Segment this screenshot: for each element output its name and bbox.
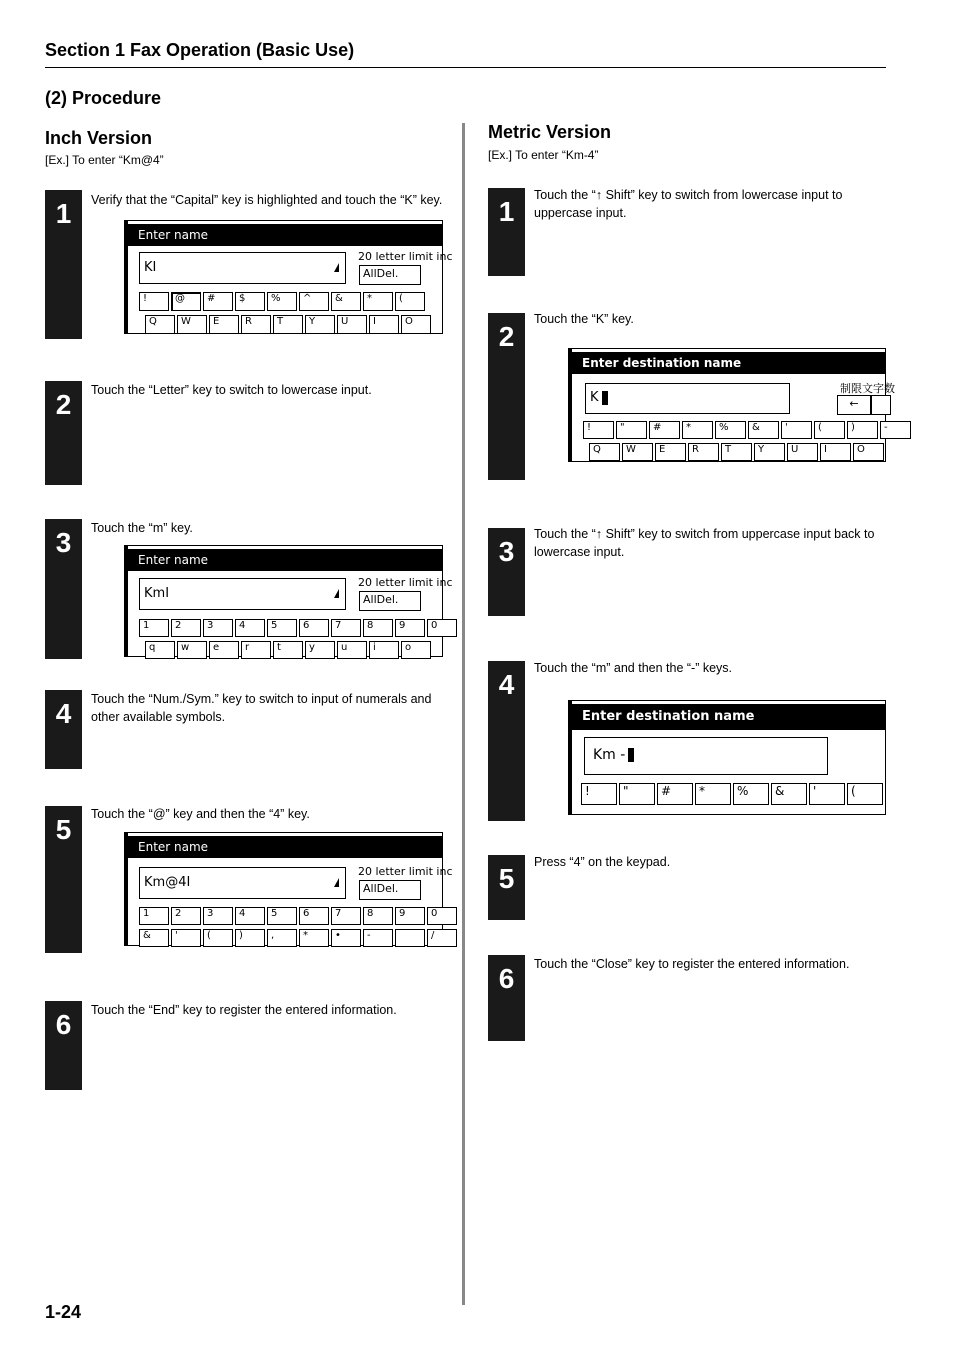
- key[interactable]: $: [235, 292, 265, 311]
- key[interactable]: i: [369, 641, 399, 659]
- key[interactable]: @: [171, 292, 201, 311]
- key-row-2: [139, 929, 457, 947]
- key[interactable]: u: [337, 641, 367, 659]
- key[interactable]: T: [273, 315, 303, 334]
- key[interactable]: Q: [589, 443, 620, 461]
- key[interactable]: (: [203, 929, 233, 947]
- key[interactable]: -: [363, 929, 393, 947]
- key[interactable]: ): [847, 421, 878, 439]
- key[interactable]: ": [619, 783, 655, 805]
- key[interactable]: 9: [395, 619, 425, 637]
- key[interactable]: ': [781, 421, 812, 439]
- screen-title: Enter destination name: [572, 352, 885, 374]
- destination-field[interactable]: K: [585, 383, 790, 414]
- alldel-button[interactable]: AllDel.: [359, 265, 421, 285]
- key[interactable]: *: [363, 292, 393, 311]
- key[interactable]: 3: [203, 619, 233, 637]
- key[interactable]: ,: [267, 929, 297, 947]
- name-field[interactable]: KI: [139, 252, 346, 284]
- key[interactable]: 2: [171, 907, 201, 925]
- backspace-button[interactable]: ←: [837, 395, 871, 415]
- key[interactable]: #: [657, 783, 693, 805]
- metric-step-6-text: Touch the “Close” key to register the entered information.: [534, 957, 850, 971]
- procedure-heading: (2) Procedure: [45, 88, 162, 108]
- key[interactable]: O: [853, 443, 884, 461]
- key[interactable]: U: [787, 443, 818, 461]
- key[interactable]: ": [616, 421, 647, 439]
- inch-step-4-text: Touch the “Num./Sym.” key to switch to input of numerals and other available symbols.: [91, 692, 432, 724]
- key-row-1: [139, 907, 457, 925]
- key[interactable]: 6: [299, 619, 329, 637]
- key-row-1: [139, 292, 425, 311]
- key[interactable]: &: [139, 929, 169, 947]
- key[interactable]: R: [688, 443, 719, 461]
- key[interactable]: %: [267, 292, 297, 311]
- key[interactable]: ': [809, 783, 845, 805]
- key[interactable]: 1: [139, 907, 169, 925]
- limit-label: 20 letter limit inc: [358, 576, 453, 589]
- limit-label: 制限文字数: [840, 382, 895, 395]
- key-row-1: [581, 783, 883, 805]
- key-row-2: [589, 443, 884, 461]
- alldel-button[interactable]: AllDel.: [359, 591, 421, 611]
- key[interactable]: Q: [145, 315, 175, 334]
- page-number: 1-24: [45, 1302, 82, 1322]
- key[interactable]: E: [655, 443, 686, 461]
- key[interactable]: Y: [305, 315, 335, 334]
- key[interactable]: 7: [331, 619, 361, 637]
- key[interactable]: I: [820, 443, 851, 461]
- key[interactable]: 3: [203, 907, 233, 925]
- inch-example: [Ex.] To enter “Km@4”: [45, 153, 164, 167]
- metric-step-1-text: Touch the “↑ Shift” key to switch from lowercase input to uppercase input.: [534, 188, 843, 220]
- name-field[interactable]: KmI: [139, 578, 346, 610]
- metric-step-1-number: 1: [488, 188, 525, 276]
- key[interactable]: w: [177, 641, 207, 659]
- key[interactable]: (: [814, 421, 845, 439]
- key[interactable]: #: [649, 421, 680, 439]
- key[interactable]: 0: [427, 907, 457, 925]
- inch-step-4-number: 4: [45, 690, 82, 769]
- metric-step-5-number: 5: [488, 855, 525, 920]
- key[interactable]: ': [171, 929, 201, 947]
- screen-title: Enter name: [128, 836, 442, 858]
- key[interactable]: 0: [427, 619, 457, 637]
- key[interactable]: &: [771, 783, 807, 805]
- inch-title: Inch Version: [45, 128, 153, 148]
- inch-step-1-text: Verify that the “Capital” key is highlighted and touch the “K” key.: [91, 193, 443, 207]
- metric-step-3-text: Touch the “↑ Shift” key to switch from uppercase input back to lowercase input.: [534, 527, 875, 559]
- column-divider: [462, 123, 465, 1305]
- key[interactable]: 7: [331, 907, 361, 925]
- key[interactable]: 4: [235, 619, 265, 637]
- key[interactable]: 8: [363, 907, 393, 925]
- key[interactable]: E: [209, 315, 239, 334]
- inch-screen-2: [124, 545, 453, 657]
- key[interactable]: T: [721, 443, 752, 461]
- metric-title: Metric Version: [488, 122, 612, 142]
- key[interactable]: -: [880, 421, 911, 439]
- key[interactable]: ): [235, 929, 265, 947]
- inch-step-3-number: 3: [45, 519, 82, 659]
- key-row-2: [145, 641, 431, 659]
- key[interactable]: *: [299, 929, 329, 947]
- key[interactable]: 5: [267, 907, 297, 925]
- key[interactable]: *: [695, 783, 731, 805]
- metric-example: [Ex.] To enter “Km-4”: [488, 148, 599, 162]
- key[interactable]: 8: [363, 619, 393, 637]
- screen-title: Enter destination name: [572, 704, 885, 730]
- key[interactable]: W: [177, 315, 207, 334]
- key-row-1: [139, 619, 457, 637]
- key[interactable]: r: [241, 641, 271, 659]
- metric-step-2-number: 2: [488, 313, 525, 480]
- key[interactable]: %: [733, 783, 769, 805]
- inch-step-2-number: 2: [45, 381, 82, 485]
- key[interactable]: /: [427, 929, 457, 947]
- metric-step-2-text: Touch the “K” key.: [534, 312, 634, 326]
- key[interactable]: W: [622, 443, 653, 461]
- metric-step-4-number: 4: [488, 661, 525, 821]
- alldel-button[interactable]: AllDel.: [359, 880, 421, 900]
- screen-title: Enter name: [128, 549, 442, 571]
- metric-screen-2: [568, 700, 886, 815]
- key[interactable]: Y: [754, 443, 785, 461]
- next-button[interactable]: [871, 395, 891, 415]
- limit-label: 20 letter limit inc: [358, 865, 453, 878]
- key[interactable]: I: [369, 315, 399, 334]
- section-title: Section 1 Fax Operation (Basic Use): [45, 40, 355, 60]
- key[interactable]: *: [682, 421, 713, 439]
- key[interactable]: e: [209, 641, 239, 659]
- screen-title: Enter name: [128, 224, 442, 246]
- key[interactable]: !: [581, 783, 617, 805]
- metric-step-4-text: Touch the “m” and then the “-” keys.: [534, 661, 733, 675]
- key[interactable]: (: [395, 292, 425, 311]
- inch-step-2-text: Touch the “Letter” key to switch to lowercase input.: [91, 383, 372, 397]
- key[interactable]: 5: [267, 619, 297, 637]
- inch-screen-3: [124, 832, 453, 946]
- key[interactable]: 4: [235, 907, 265, 925]
- header-rule: [45, 67, 886, 68]
- inch-step-3-text: Touch the “m” key.: [91, 521, 193, 535]
- inch-step-6-text: Touch the “End” key to register the entered information.: [91, 1003, 397, 1017]
- key[interactable]: U: [337, 315, 367, 334]
- inch-step-5-text: Touch the “@” key and then the “4” key.: [91, 807, 310, 821]
- destination-field[interactable]: Km -: [584, 737, 828, 775]
- metric-step-3-number: 3: [488, 528, 525, 616]
- inch-screen-1: [124, 220, 453, 334]
- key[interactable]: &: [748, 421, 779, 439]
- key-row-1: [583, 421, 911, 439]
- metric-screen-1: [568, 348, 895, 462]
- key[interactable]: [395, 929, 425, 947]
- inch-step-6-number: 6: [45, 1001, 82, 1090]
- key[interactable]: ^: [299, 292, 329, 311]
- key[interactable]: o: [401, 641, 431, 659]
- name-field[interactable]: Km@4I: [139, 867, 346, 899]
- key[interactable]: %: [715, 421, 746, 439]
- key[interactable]: (: [847, 783, 883, 805]
- key[interactable]: t: [273, 641, 303, 659]
- metric-step-6-number: 6: [488, 955, 525, 1041]
- inch-step-1-number: 1: [45, 190, 82, 339]
- key[interactable]: 2: [171, 619, 201, 637]
- key[interactable]: R: [241, 315, 271, 334]
- metric-step-5-text: Press “4” on the keypad.: [534, 855, 671, 869]
- key[interactable]: #: [203, 292, 233, 311]
- key[interactable]: y: [305, 641, 335, 659]
- key[interactable]: O: [401, 315, 431, 334]
- key[interactable]: •: [331, 929, 361, 947]
- key[interactable]: 9: [395, 907, 425, 925]
- key[interactable]: 6: [299, 907, 329, 925]
- inch-step-5-number: 5: [45, 806, 82, 953]
- key-row-2: [145, 315, 431, 334]
- key[interactable]: !: [583, 421, 614, 439]
- key[interactable]: 1: [139, 619, 169, 637]
- limit-label: 20 letter limit inc: [358, 250, 453, 263]
- key[interactable]: &: [331, 292, 361, 311]
- key[interactable]: !: [139, 292, 169, 311]
- key[interactable]: q: [145, 641, 175, 659]
